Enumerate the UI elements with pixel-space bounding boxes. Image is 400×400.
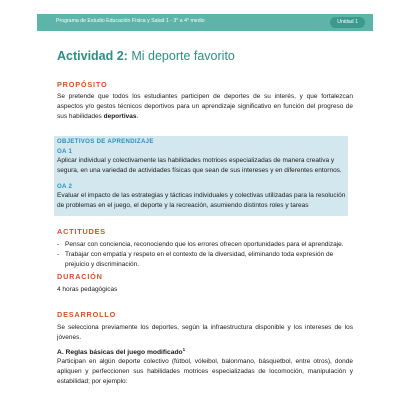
desarrollo-intro: Se selecciona previamente los deportes, según la infraestructura disponible y los intereses de los jóvenes. xyxy=(57,324,353,342)
subsection-heading xyxy=(57,347,185,356)
bullet-dash: - xyxy=(57,241,60,248)
actitudes-list xyxy=(57,240,353,271)
activity-title xyxy=(57,49,235,63)
page-header-bar xyxy=(37,14,373,31)
list-item xyxy=(57,250,353,270)
activity-name: Mi deporte favorito xyxy=(131,49,235,63)
desarrollo-body: Participan en algún deporte colectivo (fútbol, vóleibol, balonmano, básquetbol, entre otros), donde apliquen y perfeccionen sus habilidades motrices especializadas de locomoción, manipulación y estabilidad; por ejemplo: xyxy=(57,358,353,386)
list-item xyxy=(57,240,353,250)
objective-code: OA 2 xyxy=(57,183,73,190)
proposito-heading: PROPÓSITO xyxy=(57,80,108,89)
desarrollo-heading: DESARROLLO xyxy=(57,310,117,319)
list-item-text: Pensar con conciencia, reconociendo que los errores ofrecen oportunidades para el aprendizaje. xyxy=(65,241,344,248)
activity-number: Actividad 2: xyxy=(57,49,128,63)
objective-text: Evaluar el impacto de las estrategias y tácticas individuales y colectivas utilizadas para la resolución de problemas en el juego, el deporte y la recreación, asumiendo distintos roles y tareas xyxy=(57,192,346,210)
unit-badge: Unidad 1 xyxy=(330,17,365,28)
proposito-text xyxy=(57,92,353,123)
objective-code: OA 1 xyxy=(57,148,73,155)
proposito-text-end: . xyxy=(136,113,139,121)
proposito-text-main: Se pretende que todos los estudiantes participen de deportes de su interés, y que fortalezcan aspectos y/o gestos técnicos deportivos para un aprendizaje significativo en función del progreso de sus habilidades xyxy=(57,93,353,121)
objective-text: Aplicar individual y colectivamente las habilidades motrices especializadas de manera creativa y segura, en una variedad de actividades físicas que sean de sus intereses y en diferentes entornos. xyxy=(57,157,342,175)
objectives-box xyxy=(54,136,348,216)
duracion-heading: DURACIÓN xyxy=(57,272,103,281)
duracion-text: 4 horas pedagógicas xyxy=(57,286,118,293)
actitudes-heading: ACTITUDES xyxy=(57,227,106,236)
program-title: Programa de Estudio Educación Física y Salud 1 - 3° a 4° medio xyxy=(56,18,205,24)
list-item-text: Trabajar con empatía y respeto en el contexto de la diversidad, eliminando toda expresión de prejuicio y discriminación. xyxy=(65,251,334,269)
subsection-heading-text: A. Reglas básicas del juego modificado xyxy=(57,349,183,357)
proposito-text-bold: deportivas xyxy=(103,113,137,121)
bullet-dash: - xyxy=(57,251,60,259)
objectives-heading: OBJETIVOS DE APRENDIZAJE xyxy=(57,138,154,145)
footnote-marker: 1 xyxy=(182,347,186,352)
